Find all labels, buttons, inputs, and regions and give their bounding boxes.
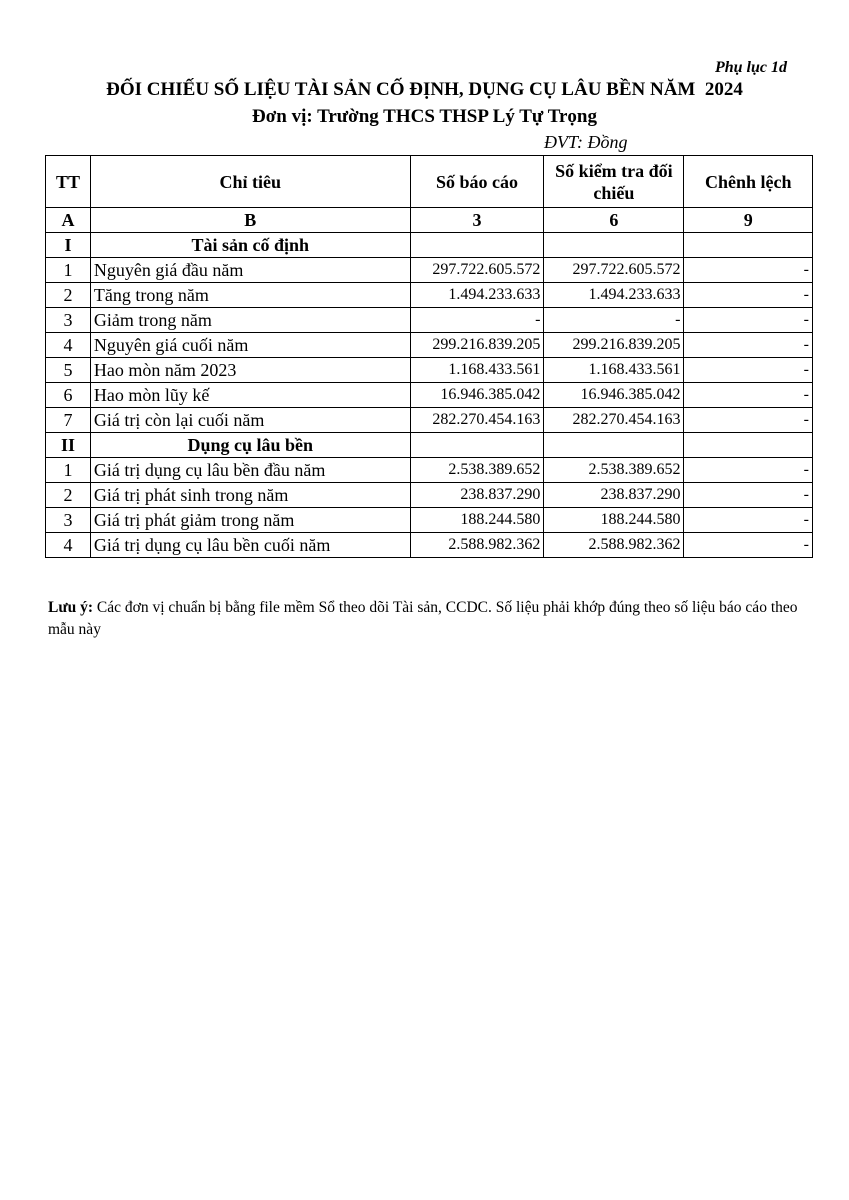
row-tt: 2 [46, 283, 91, 308]
difference-value: - [684, 283, 813, 308]
checked-value: 238.837.290 [544, 483, 684, 508]
row-tt: 7 [46, 408, 91, 433]
table-row [46, 308, 813, 333]
column-header-checked: Số kiểm tra đối chiếu [544, 156, 684, 208]
document-title: ĐỐI CHIẾU SỐ LIỆU TÀI SẢN CỐ ĐỊNH, DỤNG CỤ LÂU BỀN NĂM 2024 [106, 79, 743, 100]
checked-value: 2.588.982.362 [544, 533, 684, 558]
row-name: Giảm trong năm [90, 308, 410, 333]
difference-value: - [684, 458, 813, 483]
column-code: 6 [544, 208, 684, 233]
checked-value: 1.494.233.633 [544, 283, 684, 308]
difference-value: - [684, 333, 813, 358]
column-code: 9 [684, 208, 813, 233]
reported-value: 16.946.385.042 [410, 383, 544, 408]
table-row [46, 283, 813, 308]
reported-value: 1.168.433.561 [410, 358, 544, 383]
section-name: Tài sản cố định [90, 233, 410, 258]
checked-value: 188.244.580 [544, 508, 684, 533]
section-row [46, 233, 813, 258]
row-tt: 1 [46, 458, 91, 483]
reconciliation-table [45, 155, 813, 558]
reported-value: 2.538.389.652 [410, 458, 544, 483]
column-code: A [46, 208, 91, 233]
empty-cell [684, 233, 813, 258]
column-code: 3 [410, 208, 544, 233]
row-tt: 2 [46, 483, 91, 508]
difference-value: - [684, 483, 813, 508]
section-tt: II [46, 433, 91, 458]
row-tt: 4 [46, 333, 91, 358]
table-row [46, 408, 813, 433]
row-tt: 1 [46, 258, 91, 283]
reported-value: 282.270.454.163 [410, 408, 544, 433]
row-name: Giá trị còn lại cuối năm [90, 408, 410, 433]
row-name: Tăng trong năm [90, 283, 410, 308]
column-header-tt: TT [46, 156, 91, 208]
organization-unit: Đơn vị: Trường THCS THSP Lý Tự Trọng [252, 106, 597, 127]
row-name: Hao mòn lũy kế [90, 383, 410, 408]
row-name: Giá trị phát sinh trong năm [90, 483, 410, 508]
note [48, 597, 798, 641]
difference-value: - [684, 308, 813, 333]
table-row [46, 333, 813, 358]
checked-value: 1.168.433.561 [544, 358, 684, 383]
row-tt: 4 [46, 533, 91, 558]
difference-value: - [684, 383, 813, 408]
reported-value: 1.494.233.633 [410, 283, 544, 308]
reported-value: 297.722.605.572 [410, 258, 544, 283]
row-name: Nguyên giá đầu năm [90, 258, 410, 283]
difference-value: - [684, 508, 813, 533]
section-tt: I [46, 233, 91, 258]
reported-value: 299.216.839.205 [410, 333, 544, 358]
empty-cell [544, 233, 684, 258]
difference-value: - [684, 358, 813, 383]
table-row [46, 358, 813, 383]
row-name: Giá trị dụng cụ lâu bền đầu năm [90, 458, 410, 483]
empty-cell [410, 233, 544, 258]
row-tt: 3 [46, 308, 91, 333]
note-text: Các đơn vị chuẩn bị bằng file mềm Sổ theo dõi Tài sản, CCDC. Số liệu phải khớp đúng theo số liệu báo cáo theo mẫu này [48, 599, 798, 638]
table-row [46, 458, 813, 483]
appendix-label: Phụ lục 1d [714, 59, 787, 76]
table-row [46, 533, 813, 558]
reported-value: 2.588.982.362 [410, 533, 544, 558]
checked-value: - [544, 308, 684, 333]
table-row [46, 508, 813, 533]
checked-value: 2.538.389.652 [544, 458, 684, 483]
column-code-row [46, 208, 813, 233]
reported-value: - [410, 308, 544, 333]
row-name: Nguyên giá cuối năm [90, 333, 410, 358]
column-header-name: Chỉ tiêu [90, 156, 410, 208]
row-tt: 3 [46, 508, 91, 533]
empty-cell [684, 433, 813, 458]
difference-value: - [684, 258, 813, 283]
difference-value: - [684, 408, 813, 433]
table-row [46, 383, 813, 408]
row-tt: 5 [46, 358, 91, 383]
checked-value: 299.216.839.205 [544, 333, 684, 358]
section-row [46, 433, 813, 458]
table-row [46, 483, 813, 508]
difference-value: - [684, 533, 813, 558]
row-tt: 6 [46, 383, 91, 408]
column-header-diff: Chênh lệch [684, 156, 813, 208]
column-header-reported: Số báo cáo [410, 156, 544, 208]
table-row [46, 258, 813, 283]
note-label: Lưu ý: [48, 599, 94, 616]
reported-value: 238.837.290 [410, 483, 544, 508]
empty-cell [544, 433, 684, 458]
reported-value: 188.244.580 [410, 508, 544, 533]
currency-unit: ĐVT: Đồng [544, 132, 628, 152]
column-code: B [90, 208, 410, 233]
row-name: Giá trị phát giảm trong năm [90, 508, 410, 533]
row-name: Hao mòn năm 2023 [90, 358, 410, 383]
section-name: Dụng cụ lâu bền [90, 433, 410, 458]
row-name: Giá trị dụng cụ lâu bền cuối năm [90, 533, 410, 558]
checked-value: 282.270.454.163 [544, 408, 684, 433]
checked-value: 297.722.605.572 [544, 258, 684, 283]
empty-cell [410, 433, 544, 458]
checked-value: 16.946.385.042 [544, 383, 684, 408]
table-header-row [46, 156, 813, 208]
